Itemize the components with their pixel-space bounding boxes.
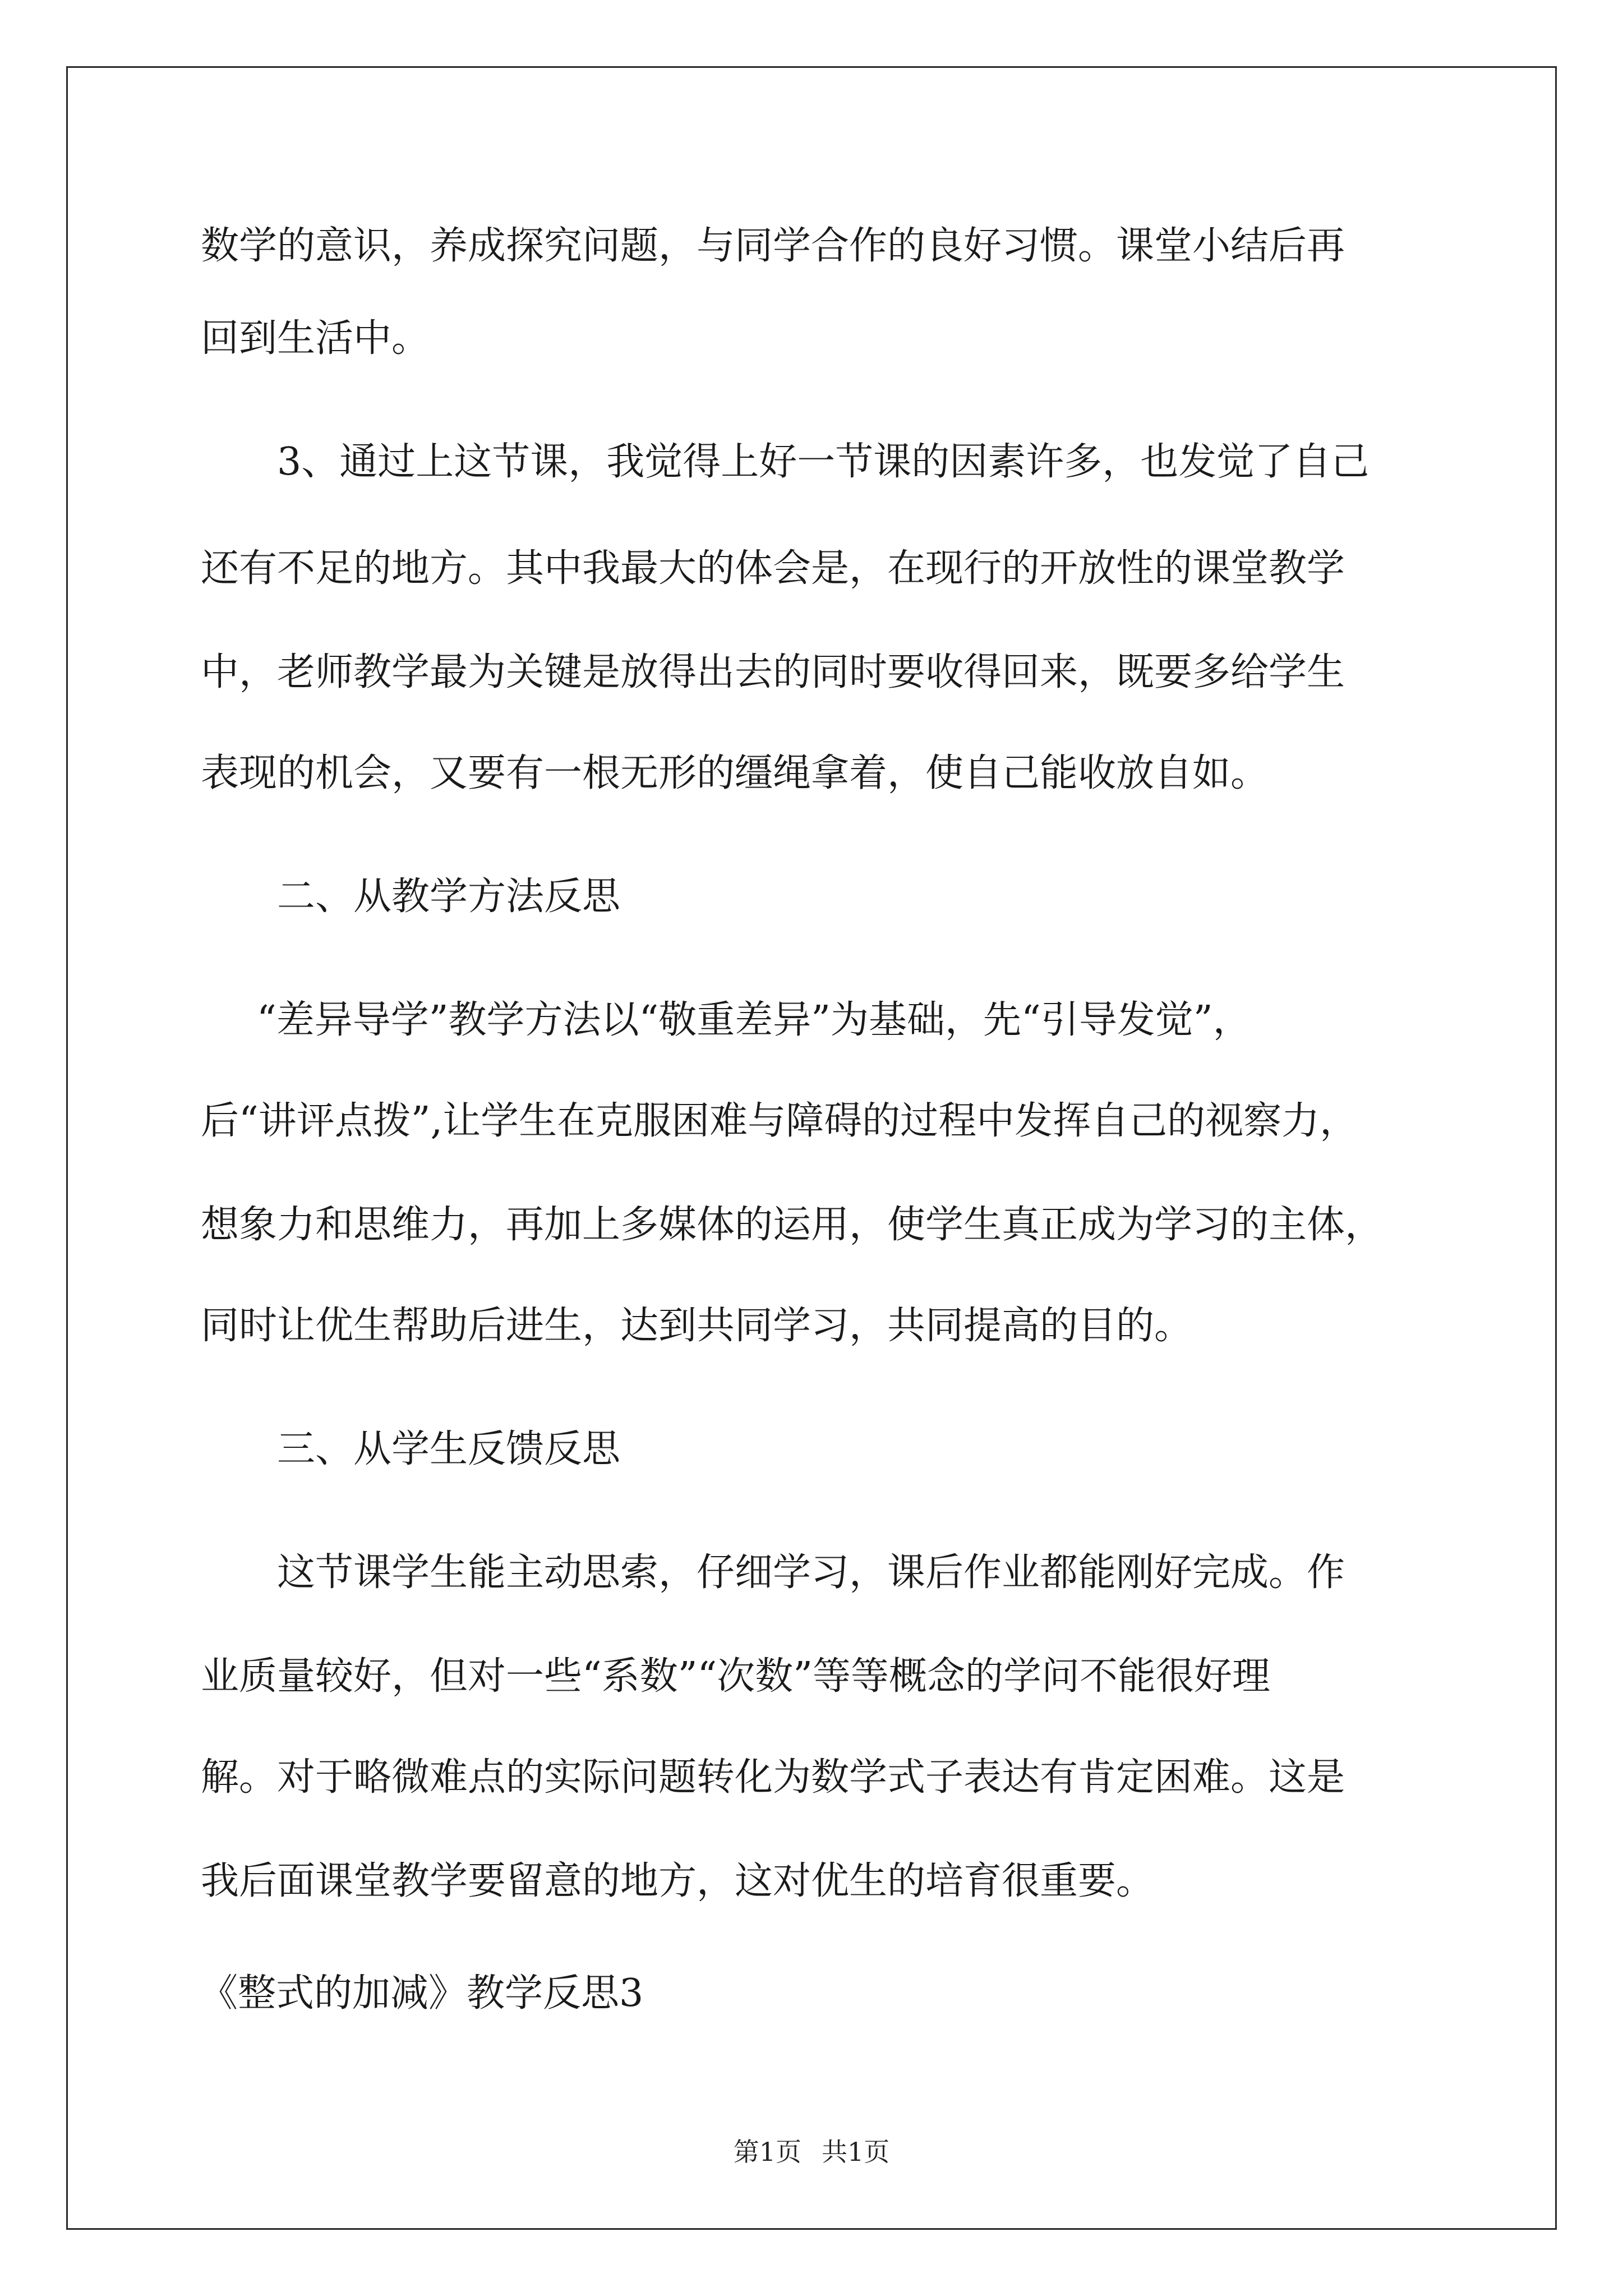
paragraph-line: 想象力和思维力，再加上多媒体的运用，使学生真正成为学习的主体， (201, 1203, 1384, 1247)
paragraph-line: 解。对于略微难点的实际问题转化为数学式子表达有肯定困难。这是 (201, 1755, 1345, 1800)
page-number: 第1页 (733, 2137, 801, 2167)
paragraph-line: 数学的意识，养成探究问题，与同学合作的良好习惯。课堂小结后再 (201, 224, 1345, 268)
paragraph-line: 我后面课堂教学要留意的地方，这对优生的培育很重要。 (201, 1859, 1155, 1903)
paragraph-line: 业质量较好，但对一些“系数”“次数”等等概念的学问不能很好理 (201, 1654, 1271, 1699)
section-heading: 二、从教学方法反思 (277, 875, 621, 919)
page-footer (0, 2132, 1623, 2169)
page-border (66, 66, 1557, 2230)
paragraph-line: 还有不足的地方。其中我最大的体会是，在现行的开放性的课堂教学 (201, 546, 1345, 591)
paragraph-line: 同时让优生帮助后进生，达到共同学习，共同提高的目的。 (201, 1304, 1193, 1348)
total-pages: 共1页 (822, 2137, 890, 2167)
section-heading: 三、从学生反馈反思 (277, 1427, 621, 1471)
paragraph-line: 3、通过上这节课，我觉得上好一节课的因素许多，也发觉了自己 (277, 440, 1370, 484)
paragraph-line: 这节课学生能主动思索，仔细学习，课后作业都能刚好完成。作 (277, 1550, 1345, 1595)
document-heading: 《整式的加减》教学反思3 (200, 1971, 644, 2016)
paragraph-line: “差异导学”教学方法以“敬重差异”为基础，先“引导发觉”， (257, 998, 1251, 1042)
paragraph-line: 后“讲评点拨”,让学生在克服困难与障碍的过程中发挥自己的视察力， (201, 1099, 1358, 1143)
paragraph-line: 中，老师教学最为关键是放得出去的同时要收得回来，既要多给学生 (201, 650, 1345, 694)
paragraph-line: 表现的机会，又要有一根无形的缰绳拿着，使自己能收放自如。 (201, 751, 1269, 795)
paragraph-line: 回到生活中。 (201, 316, 430, 361)
